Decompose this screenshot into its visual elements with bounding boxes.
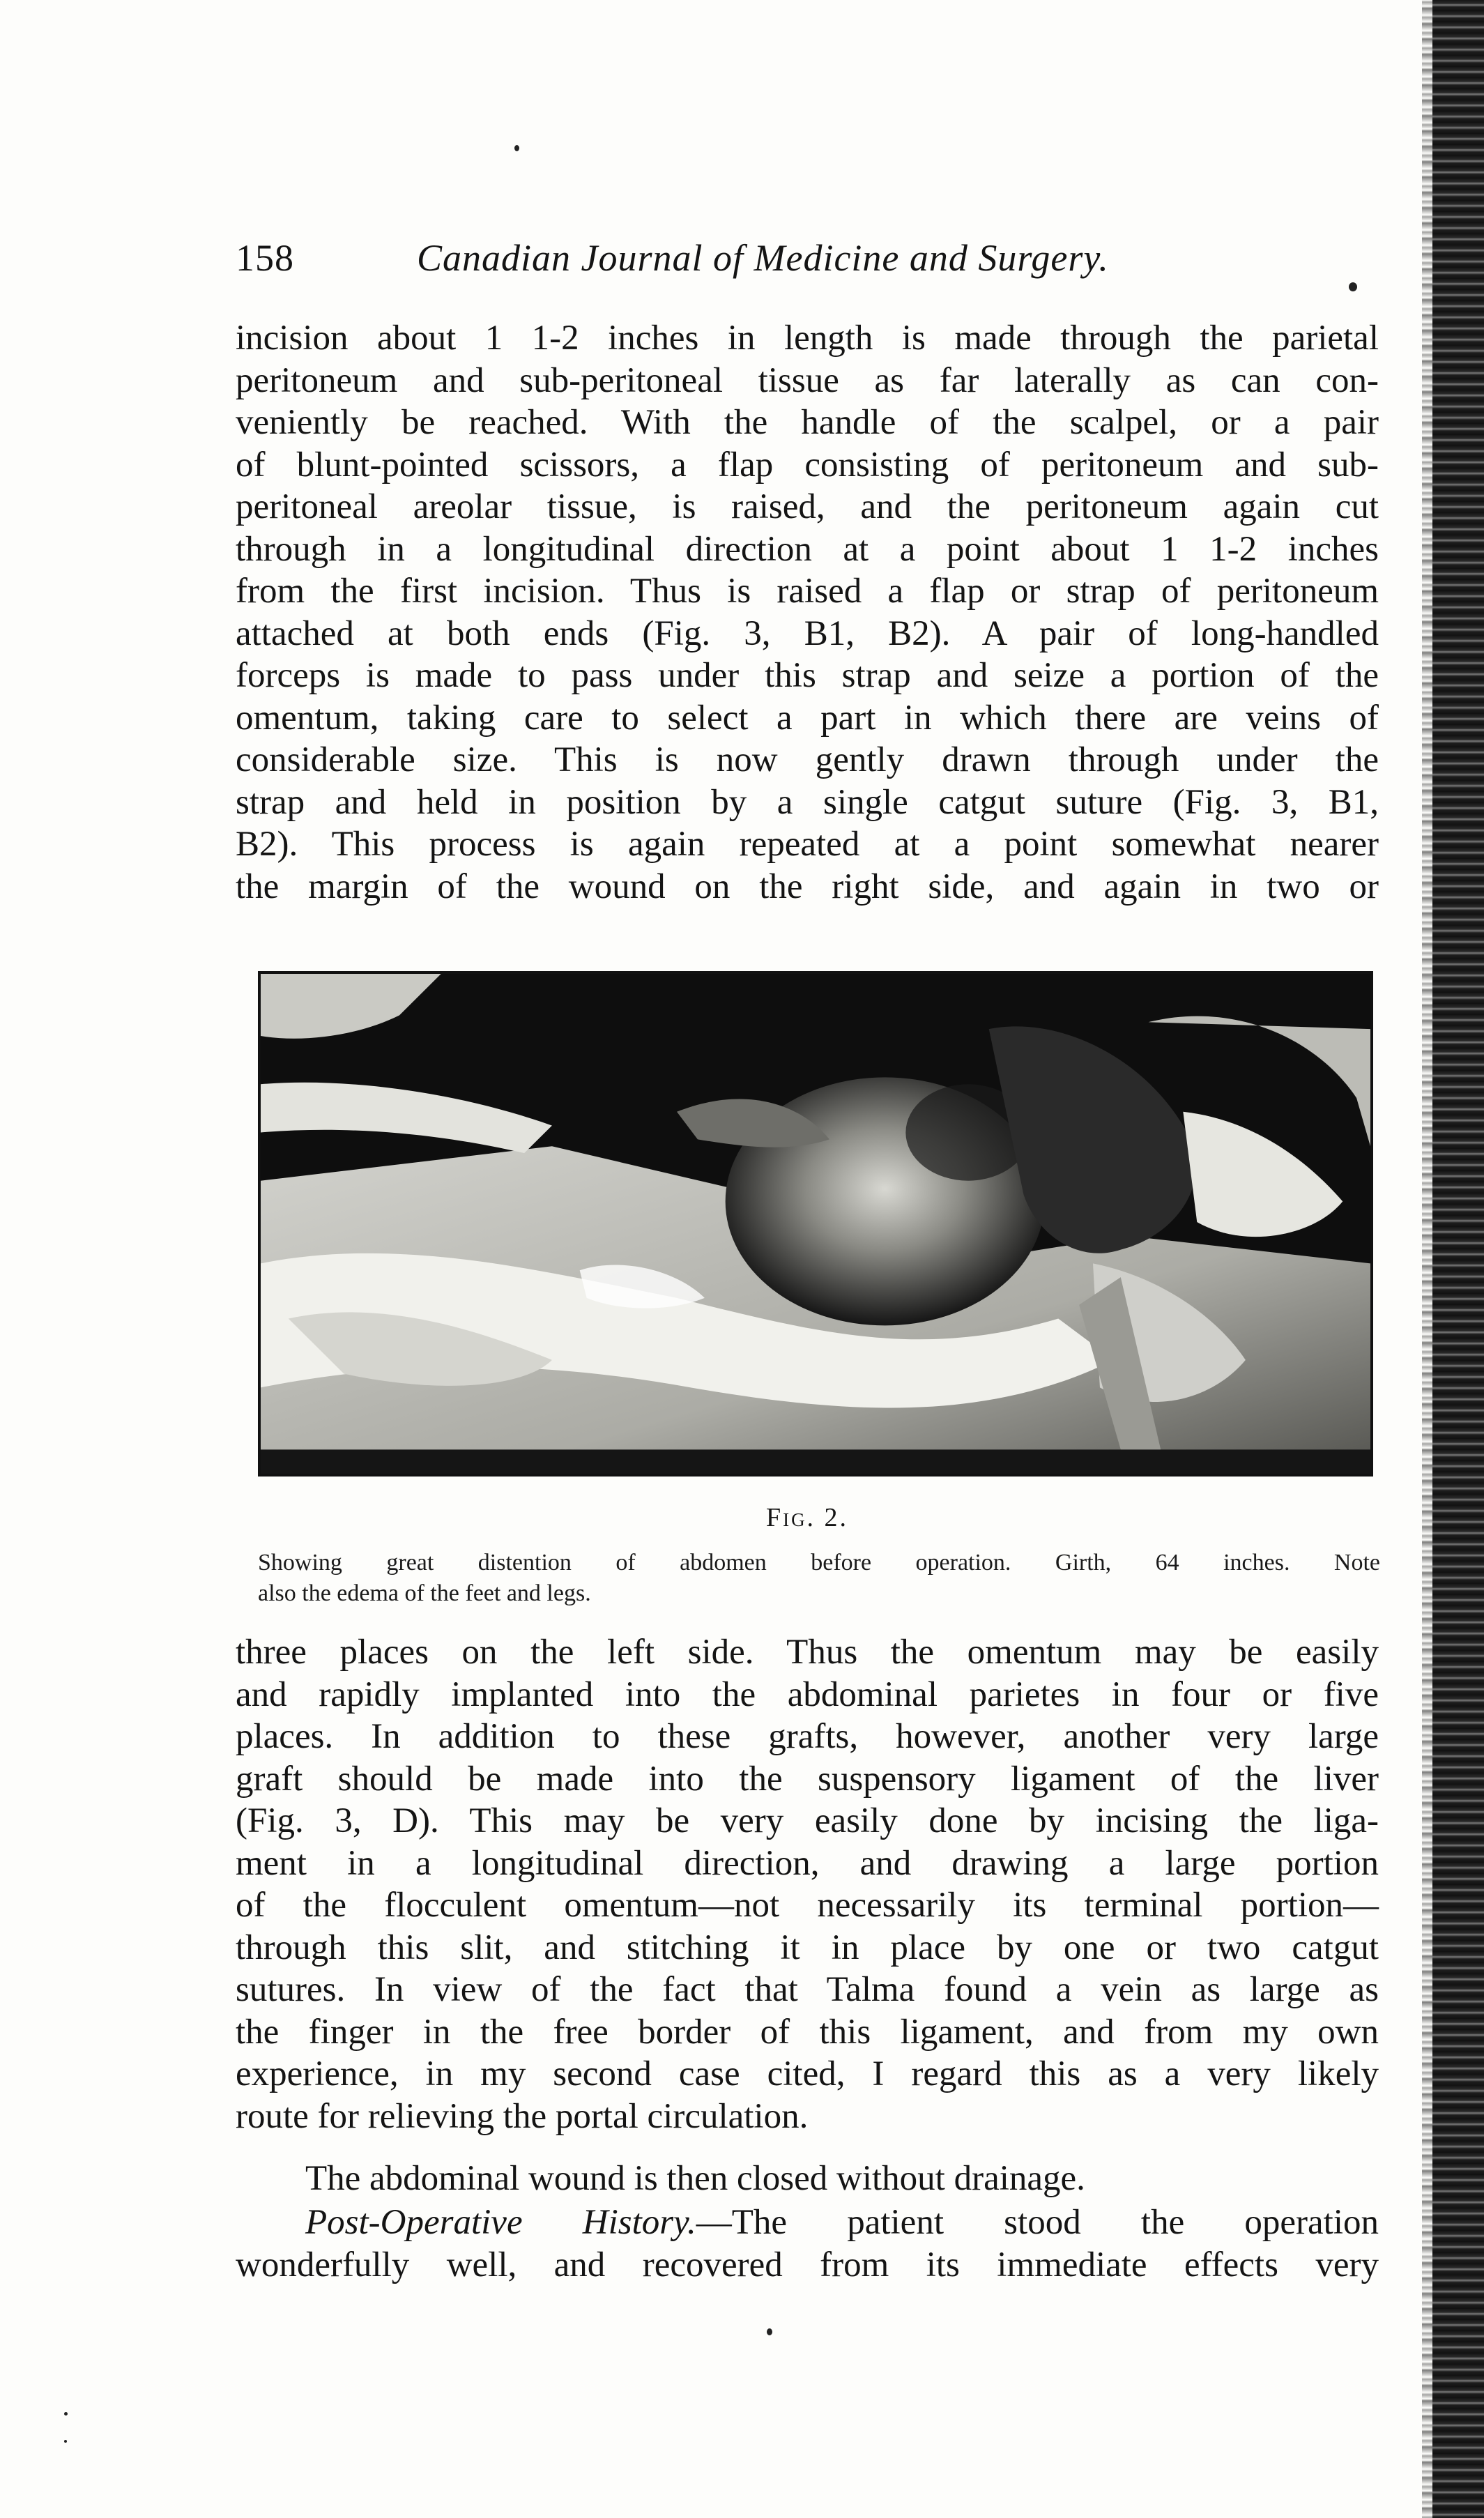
ink-speck <box>64 2440 67 2443</box>
text-line: through in a longitudinal direction at a point about 1 1-2 inches <box>236 529 1379 569</box>
text-line: of the flocculent omentum—not necessarily its terminal portion— <box>236 1886 1379 1925</box>
text-line: ment in a longitudinal direction, and drawing a large portion <box>236 1843 1379 1883</box>
text-line <box>236 2202 1379 2244</box>
text-line: places. In addition to these grafts, however, another very large <box>236 1717 1379 1756</box>
text-line: from the first incision. Thus is raised a flap or strap of peritoneum <box>236 572 1379 611</box>
text-line: attached at both ends (Fig. 3, B1, B2). A pair of long-handled <box>236 613 1379 653</box>
running-header <box>236 230 1393 286</box>
figure-caption <box>258 1548 1380 1609</box>
body-paragraph-1 <box>236 317 1379 908</box>
text-line: considerable size. This is now gently drawn through under the <box>236 740 1379 779</box>
text-line: peritoneum and sub-peritoneal tissue as far laterally as can con- <box>236 360 1379 400</box>
ink-speck <box>514 145 519 151</box>
text-line: the finger in the free border of this ligament, and from my own <box>236 2012 1379 2052</box>
book-binding-edge <box>1432 0 1484 2518</box>
running-title: Canadian Journal of Medicine and Surgery. <box>417 237 1109 279</box>
caption-line: also the edema of the feet and legs. <box>258 1580 591 1606</box>
text-line: strap and held in position by a single catgut suture (Fig. 3, B1, <box>236 782 1379 822</box>
text-line: wonderfully well, and recovered from its immediate effects very <box>236 2245 1379 2284</box>
text-line: (Fig. 3, D). This may be very easily done by incising the liga- <box>236 1801 1379 1840</box>
body-paragraph-2 <box>236 1631 1379 2137</box>
text-line: experience, in my second case cited, I regard this as a very likely <box>236 2054 1379 2093</box>
ink-speck <box>64 2412 68 2416</box>
text-line: and rapidly implanted into the abdominal parietes in four or five <box>236 1674 1379 1714</box>
body-paragraph-4 <box>236 2202 1379 2286</box>
patient-photograph <box>261 974 1370 1474</box>
ink-speck <box>767 2328 772 2335</box>
text-line: veniently be reached. With the handle of the scalpel, or a pair <box>236 403 1379 442</box>
body-paragraph-3 <box>236 2158 1379 2200</box>
text-line: B2). This process is again repeated at a point somewhat nearer <box>236 825 1379 864</box>
text-line: The abdominal wound is then closed without drainage. <box>305 2159 1085 2198</box>
section-heading: Post-Operative History. <box>305 2203 696 2242</box>
text-line: the margin of the wound on the right side, and again in two or <box>236 867 1379 906</box>
text-line: omentum, taking care to select a part in which there are veins of <box>236 698 1379 738</box>
text-line: route for relieving the portal circulation. <box>236 2096 809 2136</box>
text-line: three places on the left side. Thus the omentum may be easily <box>236 1633 1379 1672</box>
text-line: sutures. In view of the fact that Talma found a vein as large as <box>236 1970 1379 2009</box>
text-line: through this slit, and stitching it in place by one or two catgut <box>236 1928 1379 1967</box>
page-number: 158 <box>236 237 294 279</box>
heading-continuation: —The patient stood the operation <box>696 2203 1379 2242</box>
text-line: of blunt-pointed scissors, a flap consisting of peritoneum and sub- <box>236 445 1379 484</box>
text-line: incision about 1 1-2 inches in length is made through the parietal <box>236 319 1379 358</box>
text-line: peritoneal areolar tissue, is raised, and the peritoneum again cut <box>236 487 1379 526</box>
figure-label: Fig. 2. <box>765 1503 849 1532</box>
figure-2-photograph <box>258 971 1373 1477</box>
text-line: forceps is made to pass under this strap and seize a portion of the <box>236 656 1379 695</box>
caption-line: Showing great distention of abdomen before operation. Girth, 64 inches. Note <box>258 1550 1380 1575</box>
text-line: graft should be made into the suspensory ligament of the liver <box>236 1759 1379 1799</box>
